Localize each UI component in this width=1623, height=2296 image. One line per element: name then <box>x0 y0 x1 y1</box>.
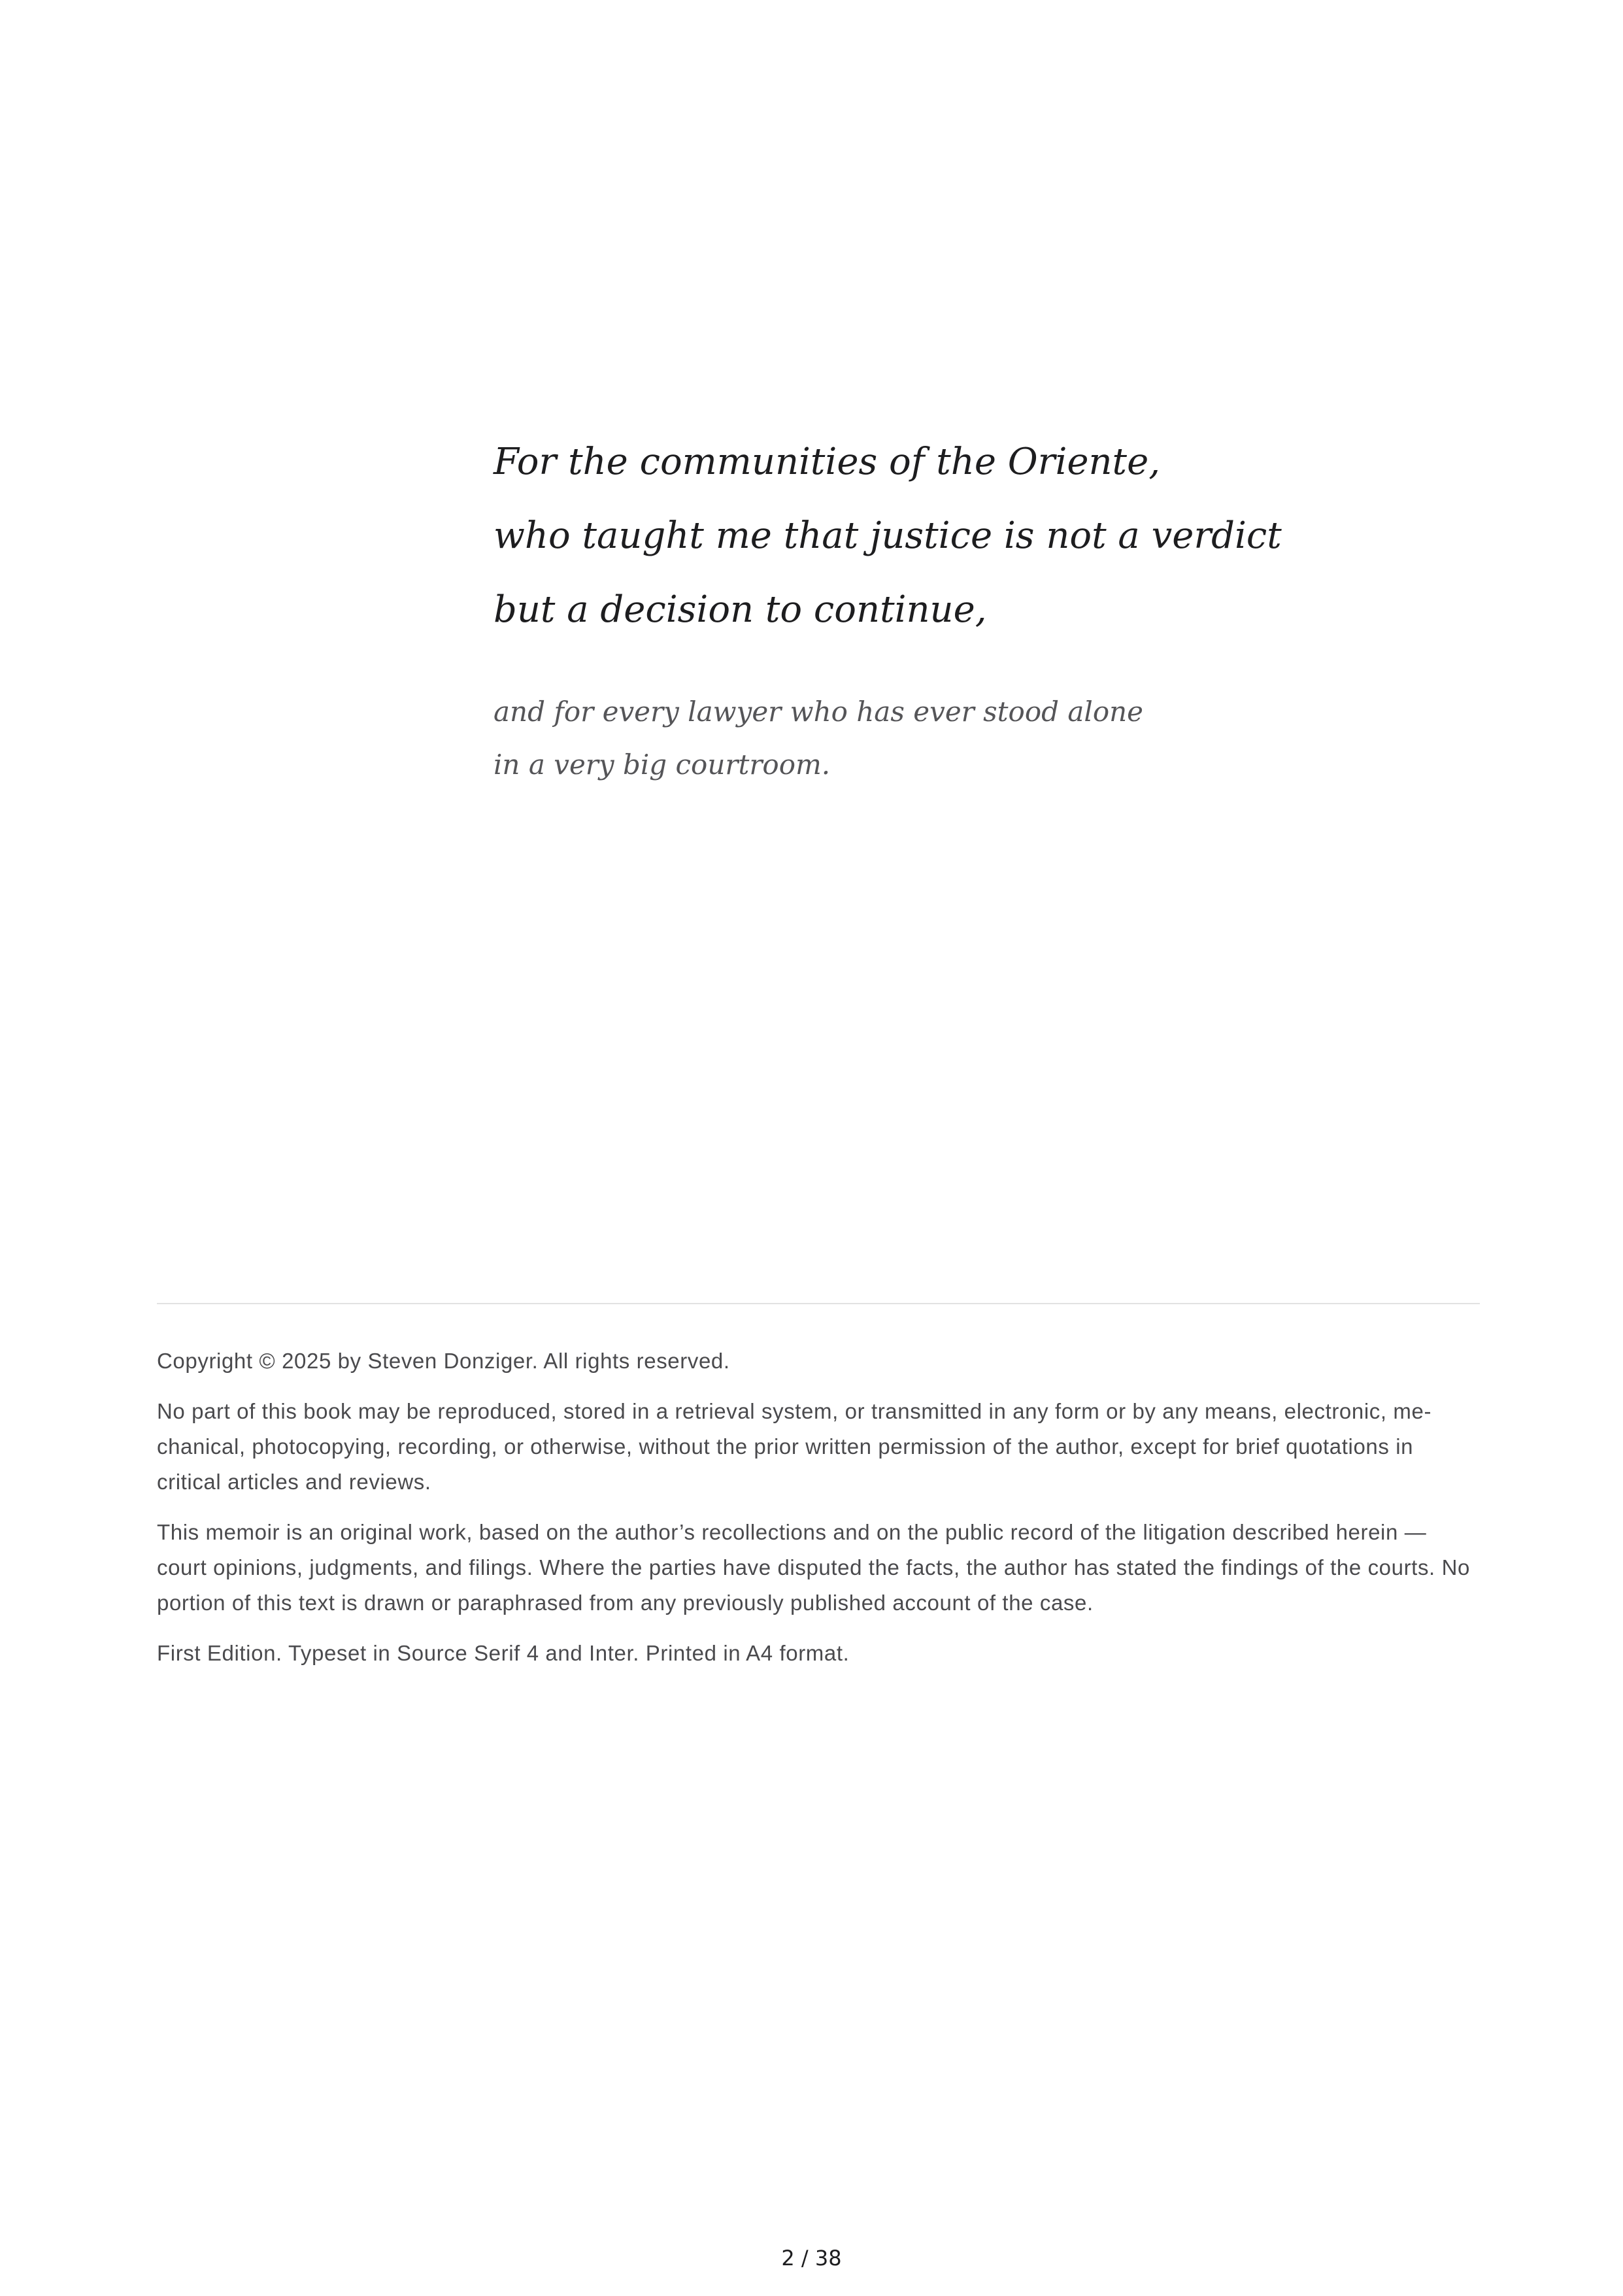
dedication-sub-line: and for every lawyer who has ever stood alone <box>494 696 1144 728</box>
copyright-block <box>157 1343 1480 1686</box>
dedication-line: but a decision to continue, <box>494 588 987 631</box>
dedication <box>494 425 1409 781</box>
memoir-note: This memoir is an original work, based on the author’s recollections and on the public record of the litigation described herein — court opinions, judgments, and filings. Where the parties have disputed the facts, the author has stated the findings of the courts. No portion of this text is drawn or paraphrased from any previously published account of the case. <box>157 1520 1470 1615</box>
dedication-sub-line: in a very big courtroom. <box>494 749 831 781</box>
section-divider <box>157 1303 1480 1304</box>
page-number: 2 / 38 <box>781 2246 842 2271</box>
dedication-main <box>494 425 1409 647</box>
edition-note: First Edition. Typeset in Source Serif 4 and Inter. Printed in A4 format. <box>157 1641 850 1665</box>
reproduction-notice: No part of this book may be reproduced, stored in a retrieval system, or transmitted in any form or by any means, electronic, me-chanical, photocopying, recording, or otherwise, without the prior written permission of the author, except for brief quotations in critical articles and reviews. <box>157 1399 1432 1494</box>
dedication-line: For the communities of the Oriente, <box>494 441 1161 483</box>
copyright-notice: Copyright © 2025 by Steven Donziger. All rights reserved. <box>157 1349 730 1373</box>
dedication-line: who taught me that justice is not a verdict <box>494 515 1282 557</box>
dedication-sub <box>494 685 1143 791</box>
